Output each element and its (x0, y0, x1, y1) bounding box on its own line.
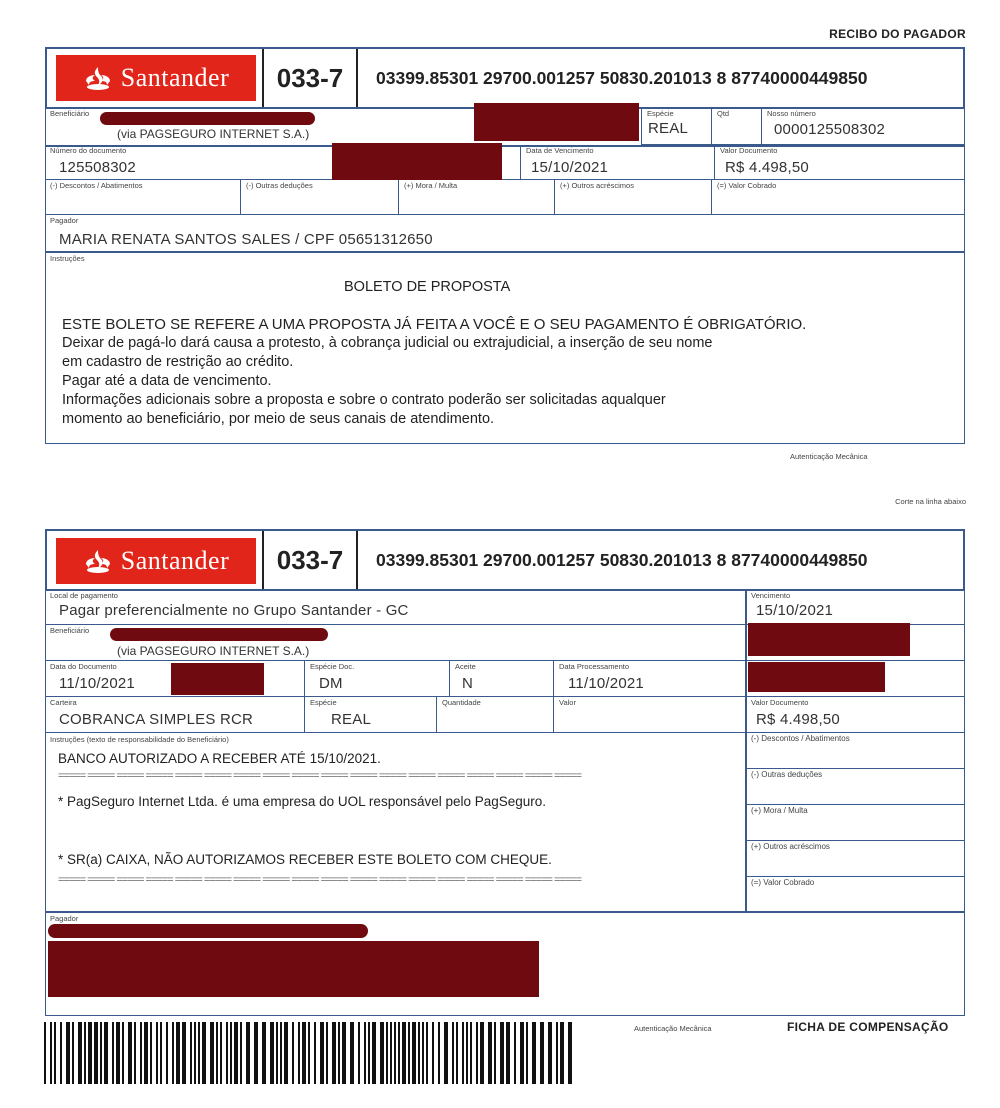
receipt-instrucao-line: Pagar até a data de vencimento. (62, 373, 272, 389)
ficha-logo-text: Santander (120, 546, 230, 575)
ficha-aceite-value: N (462, 675, 474, 692)
receipt-vencimento-label: Data de Vencimento (526, 146, 594, 155)
ficha-data-processamento-label: Data Processamento (559, 662, 630, 671)
receipt-nosso-numero-label: Nosso número (767, 109, 816, 118)
ficha-descontos-cell (746, 733, 965, 769)
ficha-valor-label: Valor (559, 698, 576, 707)
receipt-instrucao-line: ESTE BOLETO SE REFERE A UMA PROPOSTA JÁ FEITA A VOCÊ E O SEU PAGAMENTO É OBRIGATÓRIO. (62, 316, 807, 333)
receipt-outras-deducoes-label: (-) Outras deduções (246, 181, 313, 190)
receipt-nosso-numero-value: 0000125508302 (774, 121, 886, 138)
ficha-especie-doc-cell (305, 661, 450, 697)
receipt-valor-cobrado-label: (=) Valor Cobrado (717, 181, 777, 190)
ficha-outros-acrescimos-label: (+) Outros acréscimos (751, 842, 830, 851)
ficha-beneficiario-label: Beneficiário (50, 626, 90, 635)
santander-flame-icon (83, 65, 113, 91)
ficha-bank-code: 033-7 (276, 544, 344, 575)
ficha-local-pagamento-label: Local de pagamento (50, 591, 118, 600)
ficha-outras-deducoes-label: (-) Outras deduções (751, 770, 823, 779)
ficha-data-processamento-cell (554, 661, 746, 697)
ficha-especie-label: Espécie (310, 698, 337, 707)
receipt-valor-documento-label: Valor Documento (720, 146, 778, 155)
ficha-beneficiario-sub: (via PAGSEGURO INTERNET S.A.) (117, 644, 310, 658)
ficha-autenticacao: Autenticação Mecânica (634, 1024, 712, 1033)
ficha-santander-logo (56, 538, 256, 584)
ficha-separator: ===== ===== ===== ===== ===== ===== ===== ===== ===== ===== ===== ===== ===== ===== ===== ===== ===== ===== (58, 874, 582, 886)
receipt-numero-documento-value: 125508302 (59, 159, 136, 176)
ficha-pagador-name-redaction (48, 924, 368, 938)
santander-flame-icon (83, 548, 113, 574)
receipt-outros-acrescimos-cell (555, 180, 712, 215)
receipt-valor-documento-cell (715, 145, 965, 180)
ficha-especie-doc-value: DM (319, 675, 343, 692)
receipt-bank-code: 033-7 (276, 62, 344, 93)
receipt-instrucoes-title: BOLETO DE PROPOSTA (344, 279, 511, 295)
receipt-valor-documento-value: R$ 4.498,50 (725, 159, 809, 176)
receipt-cnpj-redaction (474, 103, 639, 141)
receipt-mora-label: (+) Mora / Multa (404, 181, 458, 190)
receipt-especie-value: REAL (648, 120, 688, 137)
barcode (44, 1022, 574, 1084)
receipt-outros-acrescimos-label: (+) Outros acréscimos (560, 181, 634, 190)
ficha-especie-doc-label: Espécie Doc. (310, 662, 355, 671)
receipt-numero-documento-label: Número do documento (50, 146, 127, 155)
receipt-title: RECIBO DO PAGADOR (829, 27, 966, 41)
ficha-valor-cobrado-cell (746, 877, 965, 912)
ficha-valor-documento-label: Valor Documento (751, 698, 809, 707)
ficha-especie-cell (305, 697, 437, 733)
ficha-valor-documento-cell (746, 697, 965, 733)
receipt-instrucoes-label: Instruções (50, 254, 85, 263)
receipt-descontos-label: (-) Descontos / Abatimentos (50, 181, 143, 190)
ficha-carteira-label: Carteira (50, 698, 77, 707)
ficha-valor-documento-value: R$ 4.498,50 (756, 711, 840, 728)
receipt-pagador-value: MARIA RENATA SANTOS SALES / CPF 05651312650 (59, 231, 433, 248)
receipt-pagador-label: Pagador (50, 216, 79, 225)
ficha-agencia-redaction (748, 623, 910, 656)
ficha-quantidade-label: Quantidade (442, 698, 481, 707)
ficha-mora-cell (746, 805, 965, 841)
ficha-valor-cobrado-label: (=) Valor Cobrado (751, 878, 815, 887)
ficha-aceite-label: Aceite (455, 662, 476, 671)
ficha-carteira-value: COBRANCA SIMPLES RCR (59, 711, 254, 728)
receipt-instrucao-line: momento ao beneficiário, por meio de seus canais de atendimento. (62, 411, 495, 427)
ficha-data-processamento-value: 11/10/2021 (568, 675, 644, 692)
ficha-nosso-numero-redaction (748, 662, 885, 692)
receipt-instrucao-line: em cadastro de restrição ao crédito. (62, 354, 294, 370)
receipt-qtd-label: Qtd (717, 109, 730, 118)
cut-line-note: Corte na linha abaixo (895, 497, 966, 506)
ficha-instrucoes-label: Instruções (texto de responsabilidade do Beneficiário) (50, 735, 229, 744)
receipt-logo-text: Santander (120, 63, 230, 92)
receipt-outras-deducoes-cell (241, 180, 399, 215)
ficha-data-documento-value: 11/10/2021 (59, 675, 135, 692)
ficha-carteira-cell (45, 697, 305, 733)
receipt-especie-label: Espécie (647, 109, 674, 118)
receipt-mora-cell (399, 180, 555, 215)
receipt-pagador-cell (45, 215, 965, 252)
ficha-valor-cell (554, 697, 746, 733)
ficha-title: FICHA DE COMPENSAÇÃO (787, 1020, 949, 1034)
ficha-numero-documento-redaction (171, 663, 264, 695)
ficha-separator: ===== ===== ===== ===== ===== ===== ===== ===== ===== ===== ===== ===== ===== ===== ===== ===== ===== ===== (58, 770, 582, 782)
ficha-mora-label: (+) Mora / Multa (751, 806, 808, 815)
ficha-instrucao-line: * SR(a) CAIXA, NÃO AUTORIZAMOS RECEBER ESTE BOLETO COM CHEQUE. (58, 852, 552, 867)
ficha-digitable-line: 03399.85301 29700.001257 50830.201013 8 87740000449850 (376, 549, 868, 570)
ficha-outras-deducoes-cell (746, 769, 965, 805)
receipt-vencimento-value: 15/10/2021 (531, 159, 609, 176)
receipt-especie-cell (642, 108, 712, 145)
ficha-outros-acrescimos-cell (746, 841, 965, 877)
receipt-beneficiario-redaction (100, 112, 315, 125)
ficha-descontos-label: (-) Descontos / Abatimentos (751, 734, 850, 743)
receipt-qtd-cell (712, 108, 762, 145)
receipt-vencimento-cell (521, 145, 715, 180)
receipt-document-redaction (332, 143, 502, 180)
ficha-vencimento-value: 15/10/2021 (756, 602, 834, 619)
ficha-pagador-label: Pagador (50, 914, 79, 923)
ficha-aceite-cell (450, 661, 554, 697)
receipt-beneficiario-sub: (via PAGSEGURO INTERNET S.A.) (117, 127, 310, 141)
receipt-nosso-numero-cell (762, 108, 965, 145)
ficha-beneficiario-redaction (110, 628, 328, 641)
receipt-instrucao-line: Deixar de pagá-lo dará causa a protesto, à cobrança judicial ou extrajudicial, a inserção de seu nome (62, 335, 713, 351)
ficha-vencimento-label: Vencimento (751, 591, 791, 600)
ficha-instrucao-line: * PagSeguro Internet Ltda. é uma empresa do UOL responsável pelo PagSeguro. (58, 794, 547, 809)
receipt-autenticacao: Autenticação Mecânica (790, 452, 868, 461)
ficha-instrucao-line: BANCO AUTORIZADO A RECEBER ATÉ 15/10/2021. (58, 751, 381, 766)
receipt-beneficiario-label: Beneficiário (50, 109, 90, 118)
ficha-data-documento-label: Data do Documento (50, 662, 117, 671)
ficha-especie-value: REAL (331, 711, 371, 728)
receipt-instrucao-line: Informações adicionais sobre a proposta e sobre o contrato poderão ser solicitadas aqualquer (62, 392, 666, 408)
receipt-valor-cobrado-cell (712, 180, 965, 215)
receipt-santander-logo (56, 55, 256, 101)
ficha-pagador-address-redaction (48, 941, 539, 997)
ficha-vencimento-cell (746, 590, 965, 625)
receipt-descontos-cell (45, 180, 241, 215)
ficha-quantidade-cell (437, 697, 554, 733)
ficha-local-pagamento-cell (45, 590, 746, 625)
receipt-digitable-line: 03399.85301 29700.001257 50830.201013 8 87740000449850 (376, 67, 868, 88)
ficha-local-pagamento-value: Pagar preferencialmente no Grupo Santander - GC (59, 602, 409, 619)
